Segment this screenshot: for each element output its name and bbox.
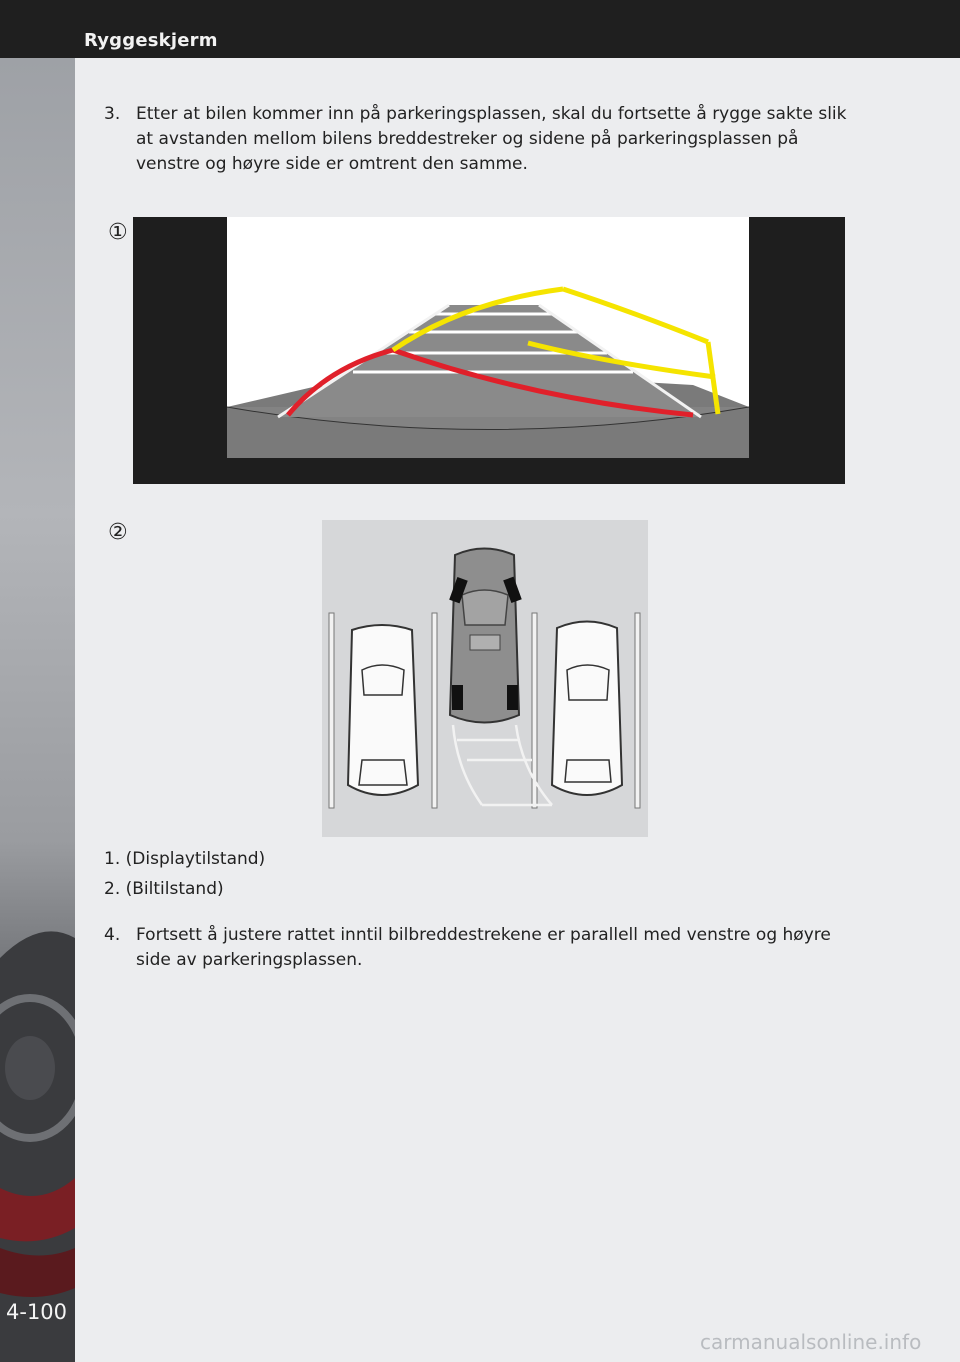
step-number: 3. [104, 104, 121, 124]
vehicle-state-figure [322, 520, 648, 837]
page-number: 4-100 [6, 1300, 68, 1324]
step-number: 4. [104, 925, 121, 945]
step-text: Fortsett å justere rattet inntil bilbreddestrekene er parallell med venstre og høyre side av parkeringsplassen. [136, 925, 831, 970]
left-parked-car [348, 625, 418, 795]
car-interior-photo [0, 58, 75, 1362]
legend-number: 1. [104, 849, 121, 869]
legend-item-2 [104, 879, 224, 899]
right-parked-car [552, 622, 622, 796]
step-text: Etter at bilen kommer inn på parkeringsplassen, skal du fortsette å rygge sakte slik at avstanden mellom bilens breddestreker og sidene på parkeringsplassen på venstre og høyre side er omtrent den samme. [136, 104, 847, 174]
section-title: Ryggeskjerm [84, 30, 218, 51]
legend-text: (Displaytilstand) [125, 849, 266, 869]
reversing-car [449, 549, 522, 723]
legend-number: 2. [104, 879, 121, 899]
figure-marker-1: ① [108, 220, 128, 245]
legend-text: (Biltilstand) [125, 879, 224, 899]
legend-item-1 [104, 849, 265, 869]
watermark: carmanualsonline.info [700, 1330, 922, 1354]
sidebar-image [0, 58, 75, 1362]
display-mode-figure [133, 217, 845, 484]
header-bar [0, 0, 960, 58]
figure-marker-2: ② [108, 520, 128, 545]
